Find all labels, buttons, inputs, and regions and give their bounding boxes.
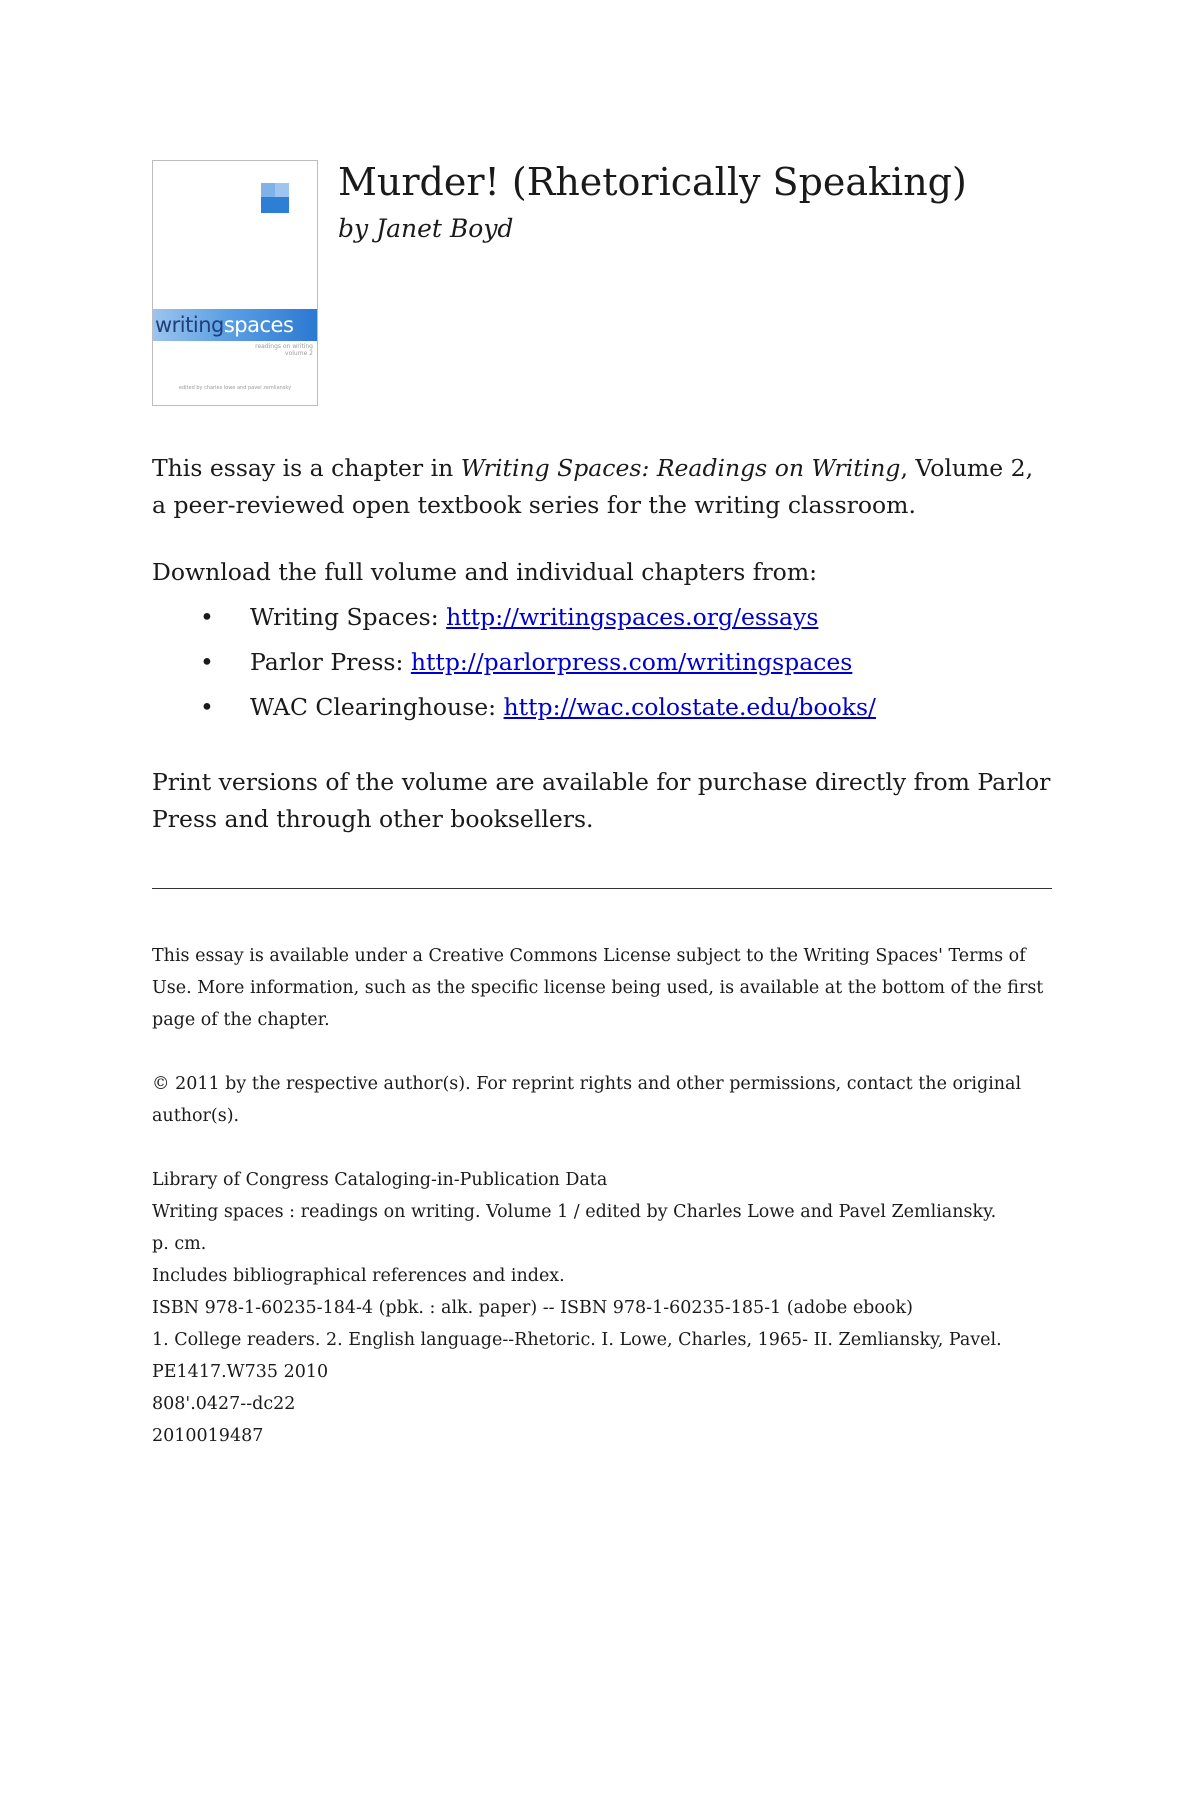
cip-block: [152, 1164, 1052, 1452]
document-body: [152, 450, 1052, 838]
cip-line: ISBN 978-1-60235-184-4 (pbk. : alk. paper) -- ISBN 978-1-60235-185-1 (adobe ebook): [152, 1298, 913, 1318]
cip-line: Writing spaces : readings on writing. Volume 1 / edited by Charles Lowe and Pavel Zemliansky.: [152, 1202, 997, 1222]
list-item: • Writing Spaces: http://writingspaces.org/essays: [152, 599, 1052, 644]
title-block: [338, 160, 967, 243]
cip-heading: Library of Congress Cataloging-in-Publication Data: [152, 1170, 608, 1190]
download-links-list: [152, 599, 1052, 734]
cip-line: PE1417.W735 2010: [152, 1362, 329, 1382]
cover-wordmark: writingspaces: [155, 313, 294, 337]
divider: [152, 888, 1052, 889]
document-header: [152, 160, 1052, 405]
download-lead: Download the full volume and individual chapters from:: [152, 558, 818, 586]
print-note: Print versions of the volume are available for purchase directly from Parlor Press and through other booksellers.: [152, 768, 1051, 833]
book-cover-thumbnail: [152, 160, 318, 406]
essay-byline: by Janet Boyd: [338, 214, 514, 243]
intro-paragraph: This essay is a chapter in Writing Spaces: Readings on Writing, Volume 2, a peer-reviewed open textbook series for the writing classroom.: [152, 454, 1034, 519]
cover-editors: edited by charles lowe and pavel zemliansky: [178, 385, 292, 391]
fine-print: [152, 940, 1052, 1452]
essay-title: Murder! (Rhetorically Speaking): [338, 160, 967, 204]
cip-line: 2010019487: [152, 1426, 264, 1446]
wac-clearinghouse-link[interactable]: http://wac.colostate.edu/books/: [503, 693, 876, 721]
license-text: This essay is available under a Creative Commons License subject to the Writing Spaces' Terms of Use. More information, such as the specific license being used, is available at the bottom of the first page of the chapter.: [152, 946, 1044, 1030]
writing-spaces-logo-icon: [261, 183, 289, 213]
cip-line: 1. College readers. 2. English language--Rhetoric. I. Lowe, Charles, 1965- II. Zemliansky, Pavel.: [152, 1330, 1002, 1350]
list-item: • Parlor Press: http://parlorpress.com/writingspaces: [152, 644, 1052, 689]
book-title: Writing Spaces: Readings on Writing: [460, 454, 901, 482]
cip-line: p. cm.: [152, 1234, 207, 1254]
document-page: [152, 160, 1052, 1446]
parlor-press-link[interactable]: http://parlorpress.com/writingspaces: [410, 648, 853, 676]
list-item: • WAC Clearinghouse: http://wac.colostate.edu/books/: [152, 689, 1052, 734]
cip-line: 808'.0427--dc22: [152, 1394, 296, 1414]
writing-spaces-link[interactable]: http://writingspaces.org/essays: [446, 603, 819, 631]
copyright-text: © 2011 by the respective author(s). For reprint rights and other permissions, contact the original author(s).: [152, 1074, 1022, 1126]
cip-line: Includes bibliographical references and index.: [152, 1266, 565, 1286]
cover-subtitle: readings on writing volume 2: [255, 343, 313, 357]
